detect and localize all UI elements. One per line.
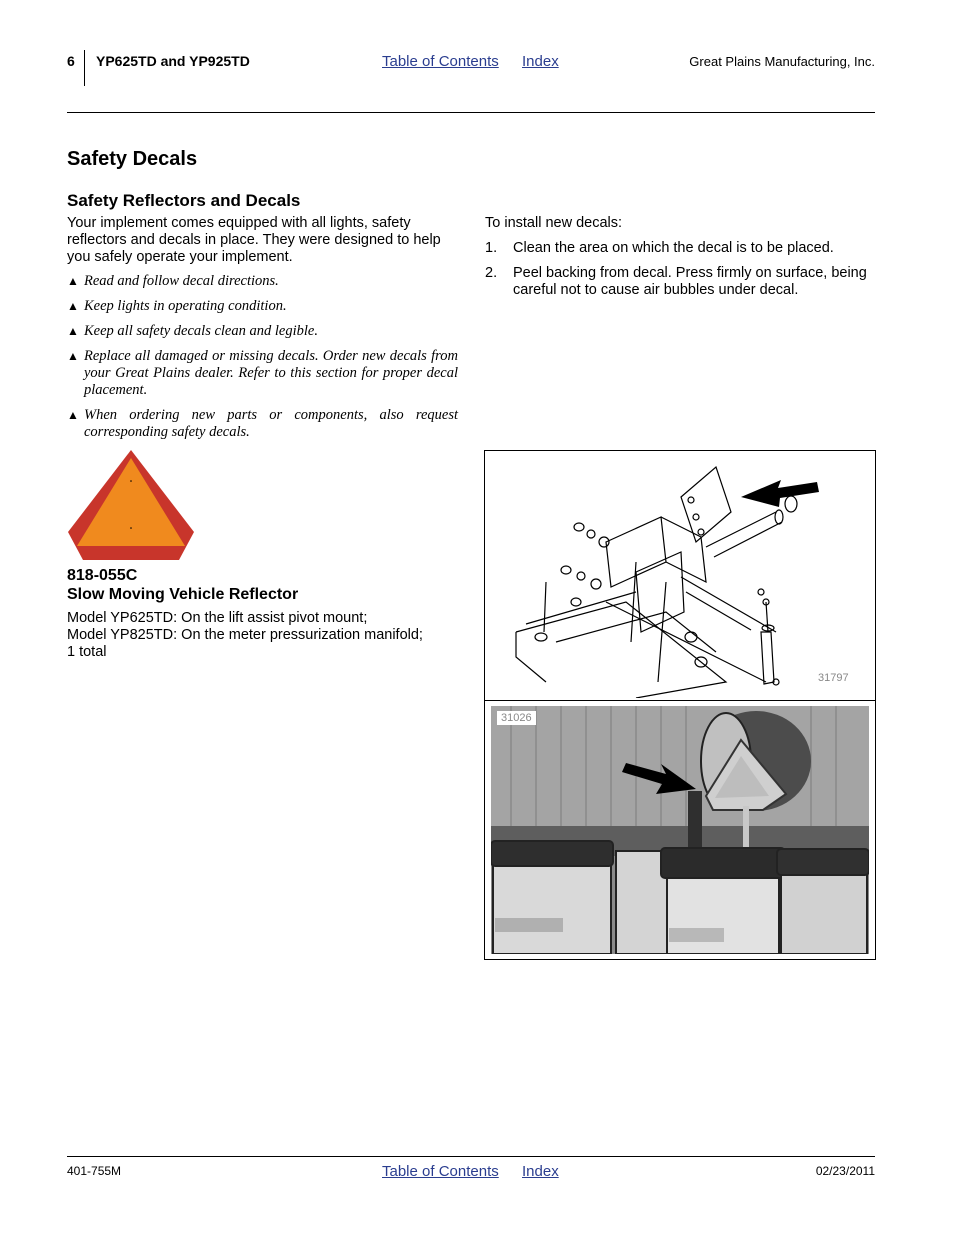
install-intro: To install new decals: bbox=[485, 215, 623, 231]
install-steps bbox=[485, 240, 875, 307]
warning-triangle-icon: ▲ bbox=[67, 274, 79, 288]
company-name: Great Plains Manufacturing, Inc. bbox=[689, 54, 875, 69]
footer-rule bbox=[67, 1156, 875, 1157]
section-title: Safety Decals bbox=[67, 148, 198, 170]
warning-triangle-icon: ▲ bbox=[67, 324, 79, 338]
decal-location: Model YP625TD: On the lift assist pivot mount; Model YP825TD: On the meter pressurization manifold; 1 total bbox=[67, 610, 423, 660]
list-item: ▲ Keep all safety decals clean and legible. bbox=[67, 323, 318, 339]
drawing-figure-number: 31797 bbox=[818, 672, 849, 684]
list-item: 2. Peel backing from decal. Press firmly on surface, being careful not to cause air bubbles under decal. bbox=[485, 265, 867, 298]
header-rule bbox=[67, 112, 875, 113]
document-number: 401-755M bbox=[67, 1164, 122, 1178]
manual-title: YP625TD and YP925TD bbox=[96, 53, 250, 69]
installation-photo bbox=[491, 706, 869, 954]
smv-reflector-icon bbox=[67, 450, 195, 562]
header-divider bbox=[84, 50, 85, 86]
page-number: 6 bbox=[67, 53, 75, 69]
figure-divider bbox=[485, 700, 875, 701]
exploded-parts-drawing bbox=[486, 452, 872, 698]
decal-name: Slow Moving Vehicle Reflector bbox=[67, 586, 299, 603]
footer-index-link[interactable]: Index bbox=[522, 1163, 559, 1180]
decal-part-number: 818-055C bbox=[67, 567, 138, 584]
list-item: ▲ Keep lights in operating condition. bbox=[67, 298, 287, 314]
list-item: ▲ Replace all damaged or missing decals. Order new decals from your Great Plains dealer. Refer to this section for proper decal placement. bbox=[67, 348, 458, 398]
safety-bullet-list bbox=[67, 273, 458, 449]
header-toc-link[interactable]: Table of Contents bbox=[382, 53, 499, 70]
list-item: ▲ When ordering new parts or components, also request corresponding safety decals. bbox=[67, 407, 458, 440]
header-index-link[interactable]: Index bbox=[522, 53, 559, 70]
document-date: 02/23/2011 bbox=[815, 1164, 875, 1178]
intro-paragraph: Your implement comes equipped with all lights, safety reflectors and decals in place. They were designed to help you safely operate your implement. bbox=[67, 215, 441, 265]
section-subtitle: Safety Reflectors and Decals bbox=[67, 191, 301, 210]
warning-triangle-icon: ▲ bbox=[67, 408, 79, 422]
list-item: 1. Clean the area on which the decal is to be placed. bbox=[485, 240, 834, 256]
footer-toc-link[interactable]: Table of Contents bbox=[382, 1163, 499, 1180]
warning-triangle-icon: ▲ bbox=[67, 299, 79, 313]
photo-figure-number: 31026 bbox=[497, 711, 536, 725]
warning-triangle-icon: ▲ bbox=[67, 349, 79, 363]
list-item: ▲ Read and follow decal directions. bbox=[67, 273, 279, 289]
